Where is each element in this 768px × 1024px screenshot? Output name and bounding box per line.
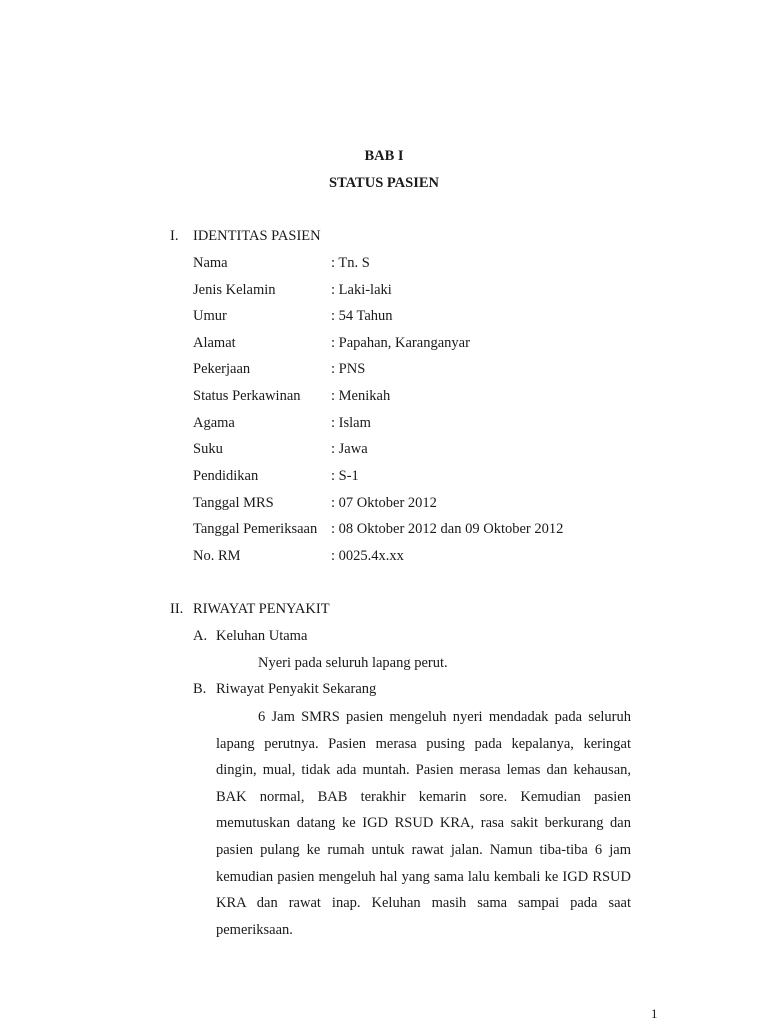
identity-value: : 08 Oktober 2012 dan 09 Oktober 2012 bbox=[331, 521, 564, 537]
present-illness-paragraph bbox=[216, 704, 631, 943]
identity-label: Tanggal Pemeriksaan bbox=[193, 521, 318, 537]
identity-value: : S-1 bbox=[331, 468, 359, 484]
identity-value: : Laki-laki bbox=[331, 282, 392, 298]
identity-label: Pekerjaan bbox=[193, 361, 251, 377]
section-2-numeral: II. bbox=[170, 601, 184, 617]
identity-label: Nama bbox=[193, 255, 228, 271]
chapter-title: STATUS PASIEN bbox=[329, 175, 439, 191]
identity-value: : Papahan, Karanganyar bbox=[331, 335, 470, 351]
identity-label: Status Perkawinan bbox=[193, 388, 301, 404]
identity-value: : Islam bbox=[331, 415, 371, 431]
identity-label: No. RM bbox=[193, 548, 241, 564]
identity-value: : PNS bbox=[331, 361, 366, 377]
identity-label: Pendidikan bbox=[193, 468, 259, 484]
identity-value: : Menikah bbox=[331, 388, 391, 404]
identity-value: : Tn. S bbox=[331, 255, 370, 271]
section-1-title: IDENTITAS PASIEN bbox=[193, 228, 321, 244]
identity-label: Agama bbox=[193, 415, 235, 431]
identity-value: : 07 Oktober 2012 bbox=[331, 495, 437, 511]
page-number: 1 bbox=[651, 1006, 658, 1021]
chief-complaint-text: Nyeri pada seluruh lapang perut. bbox=[258, 655, 448, 671]
identity-label: Alamat bbox=[193, 335, 236, 351]
subsection-b-title: Riwayat Penyakit Sekarang bbox=[216, 681, 377, 697]
subsection-b-letter: B. bbox=[193, 681, 207, 697]
identity-value: : 54 Tahun bbox=[331, 308, 393, 324]
section-2-title: RIWAYAT PENYAKIT bbox=[193, 601, 330, 617]
identity-label: Tanggal MRS bbox=[193, 495, 274, 511]
subsection-a-title: Keluhan Utama bbox=[216, 628, 308, 644]
present-illness-text: 6 Jam SMRS pasien mengeluh nyeri mendadak pada seluruh lapang perutnya. Pasien merasa pusing pada kepalanya, keringat dingin, mual, tidak ada muntah. Pasien merasa lemas dan kehausan, BAK normal, BAB terakhir kemarin sore. Kemudian pasien memutuskan datang ke IGD RSUD KRA, rasa sakit berkurang dan pasien pulang ke rumah untuk rawat jalan. Namun tiba-tiba 6 jam kemudian pasien mengeluh hal yang sama lalu kembali ke IGD RSUD KRA dan rawat inap. Keluhan masih sama sampai pada saat pemeriksaan. bbox=[216, 709, 631, 938]
chapter-heading: BAB I bbox=[364, 148, 404, 164]
identity-value: : Jawa bbox=[331, 441, 368, 457]
identity-value: : 0025.4x.xx bbox=[331, 548, 404, 564]
identity-label: Umur bbox=[193, 308, 227, 324]
identity-label: Jenis Kelamin bbox=[193, 282, 276, 298]
section-1-numeral: I. bbox=[170, 228, 179, 244]
identity-label: Suku bbox=[193, 441, 223, 457]
subsection-a-letter: A. bbox=[193, 628, 208, 644]
